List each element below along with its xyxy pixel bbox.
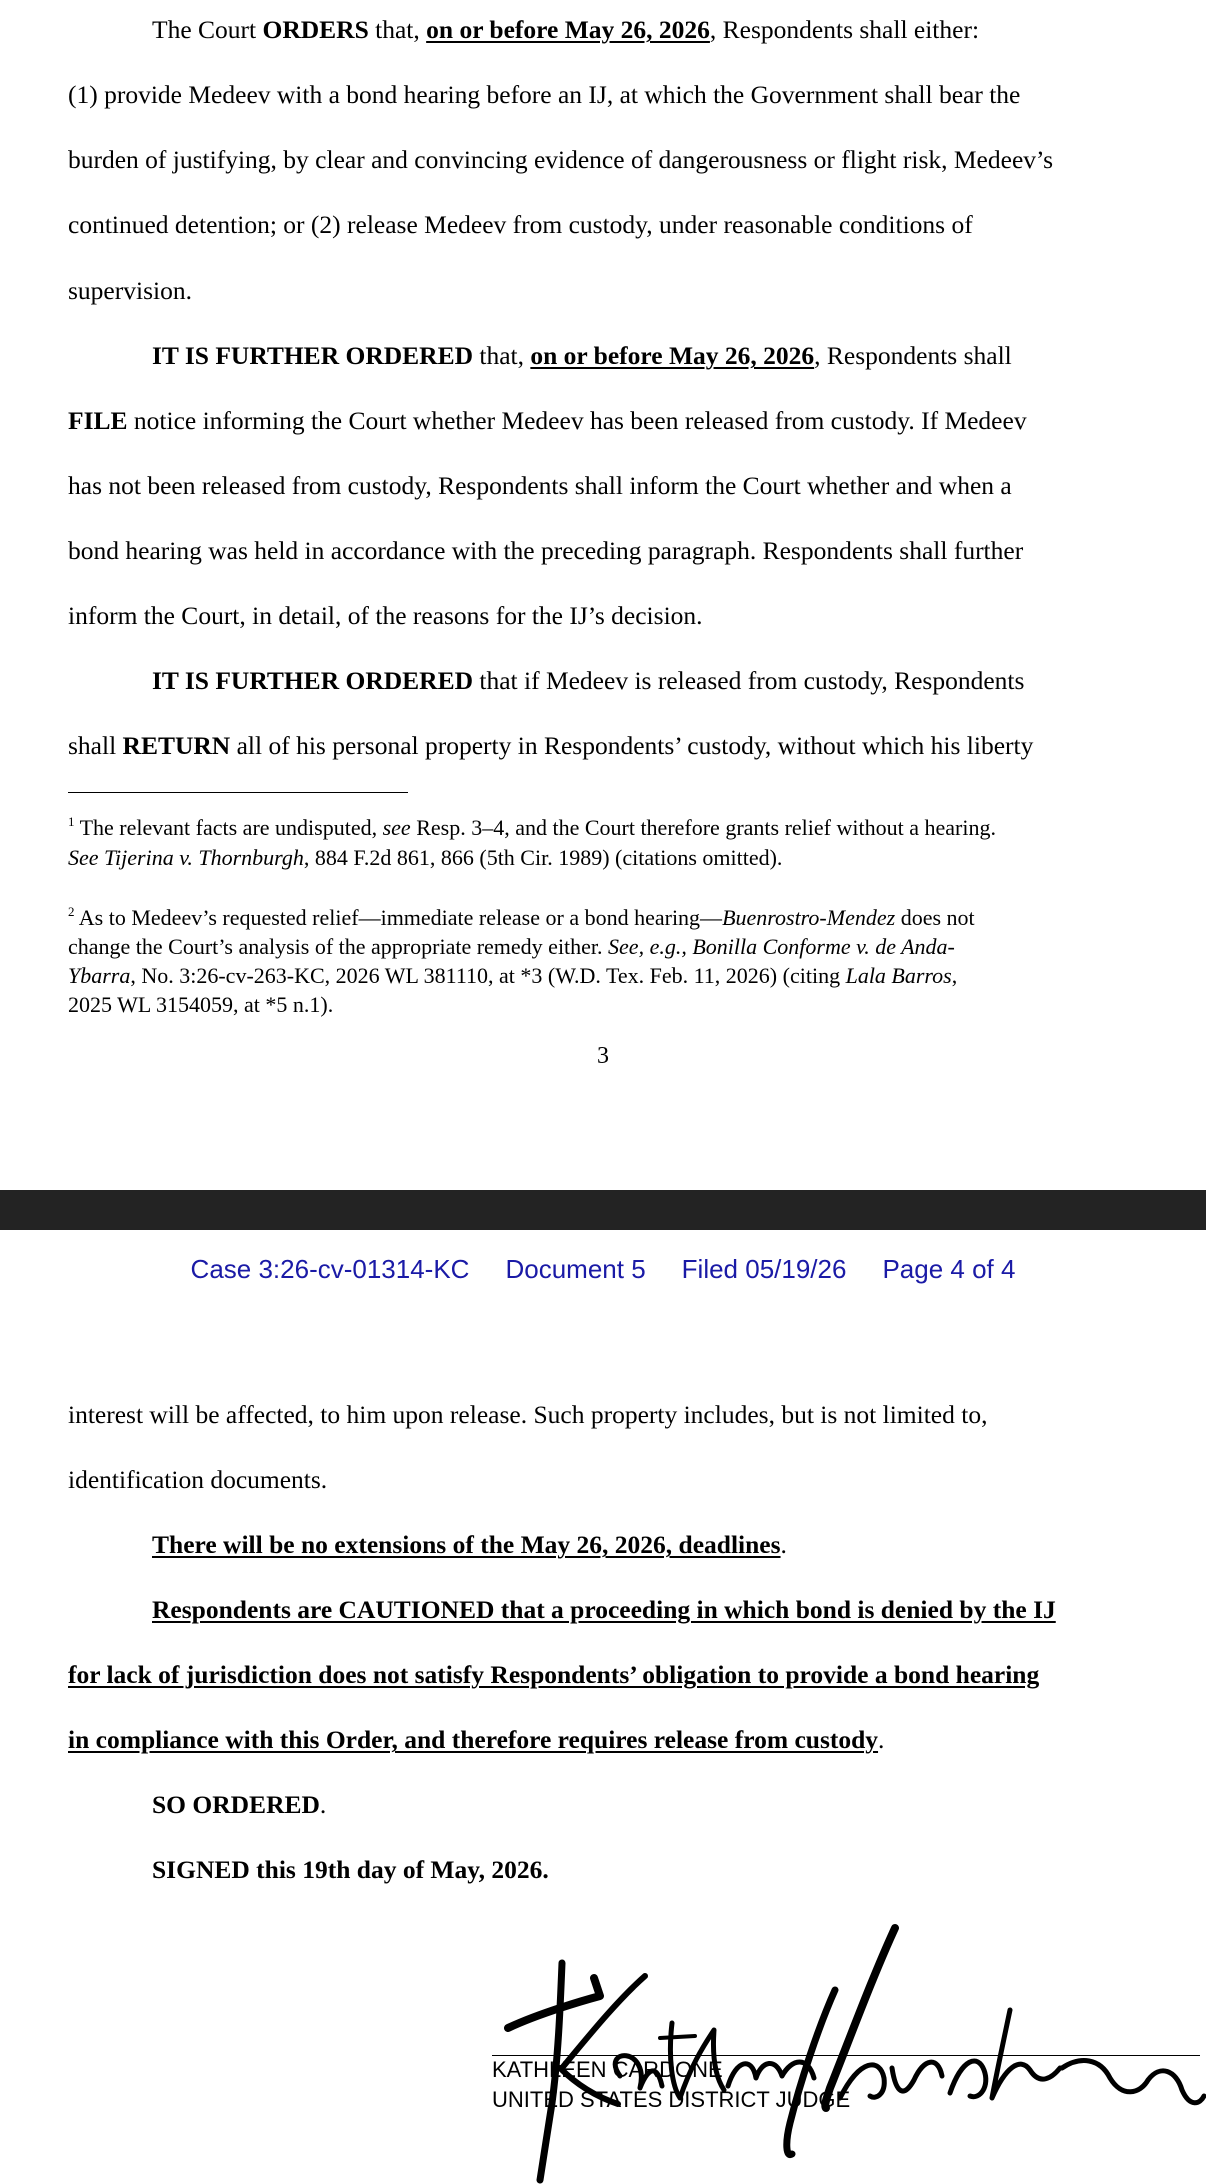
order-line-3: burden of justifying, by clear and convincing evidence of dangerousness or flight risk, Medeev’s bbox=[68, 145, 1054, 174]
signed-date: SIGNED this 19th day of May, 2026. bbox=[152, 1855, 549, 1884]
further-order-1-line-2: FILE notice informing the Court whether Medeev has been released from custody. If Medeev bbox=[68, 406, 1027, 435]
footnote-2-line-2: change the Court’s analysis of the appropriate remedy either. See, e.g., Bonilla Conforme v. de Anda- bbox=[68, 934, 955, 959]
caution-line-2: for lack of jurisdiction does not satisfy Respondents’ obligation to provide a bond hearing bbox=[68, 1660, 1040, 1689]
further-order-1-line-4: bond hearing was held in accordance with the preceding paragraph. Respondents shall further bbox=[68, 536, 1024, 565]
filed-date: Filed 05/19/26 bbox=[681, 1254, 847, 1284]
further-order-1-line-5: inform the Court, in detail, of the reasons for the IJ’s decision. bbox=[68, 601, 703, 630]
order-line-5: supervision. bbox=[68, 276, 192, 305]
further-order-1-line-1: IT IS FURTHER ORDERED that, on or before May 26, 2026, Respondents shall bbox=[152, 341, 1012, 370]
footnote-2-line-4: 2025 WL 3154059, at *5 n.1). bbox=[68, 992, 334, 1017]
footnote-separator bbox=[68, 792, 408, 793]
order-line-4: continued detention; or (2) release Medeev from custody, under reasonable conditions of bbox=[68, 210, 973, 239]
so-ordered: SO ORDERED. bbox=[152, 1790, 327, 1819]
page-number: 3 bbox=[597, 1043, 609, 1069]
case-number: Case 3:26-cv-01314-KC bbox=[190, 1254, 470, 1284]
document-number: Document 5 bbox=[505, 1254, 646, 1284]
footnote-1-line-2: See Tijerina v. Thornburgh, 884 F.2d 861, 866 (5th Cir. 1989) (citations omitted). bbox=[68, 845, 783, 870]
further-order-1-line-3: has not been released from custody, Respondents shall inform the Court whether and when a bbox=[68, 471, 1012, 500]
case-header bbox=[0, 1254, 1206, 1284]
order-line-1: The Court ORDERS that, on or before May 26, 2026, Respondents shall either: bbox=[152, 15, 980, 44]
judge-title: UNITED STATES DISTRICT JUDGE bbox=[492, 2087, 851, 2112]
caution-line-3: in compliance with this Order, and therefore requires release from custody. bbox=[68, 1725, 885, 1754]
caution-line-1: Respondents are CAUTIONED that a proceeding in which bond is denied by the IJ bbox=[152, 1595, 1056, 1624]
continued-line-2: identification documents. bbox=[68, 1465, 328, 1494]
further-order-2-line-2: shall RETURN all of his personal property in Respondents’ custody, without which his liberty bbox=[68, 731, 1034, 760]
page-count: Page 4 of 4 bbox=[882, 1254, 1016, 1284]
no-extensions-line: There will be no extensions of the May 26, 2026, deadlines. bbox=[152, 1530, 787, 1559]
continued-line-1: interest will be affected, to him upon release. Such property includes, but is not limited to, bbox=[68, 1400, 988, 1429]
footnote-1-line-1: $^1$ The relevant facts are undisputed, see Resp. 3–4, and the Court therefore grants relief without a hearing. bbox=[68, 814, 996, 840]
judge-name: KATHLEEN CARDONE bbox=[492, 2057, 723, 2082]
order-line-2: (1) provide Medeev with a bond hearing before an IJ, at which the Government shall bear the bbox=[68, 80, 1021, 109]
footnote-2-line-1: $^2$ As to Medeev’s requested relief—immediate release or a bond hearing—Buenrostro-Mendez does not bbox=[68, 904, 975, 930]
handwritten-signature bbox=[500, 1918, 1206, 2184]
page-divider bbox=[0, 1190, 1206, 1230]
further-order-2-line-1: IT IS FURTHER ORDERED that if Medeev is released from custody, Respondents bbox=[152, 666, 1025, 695]
footnote-2-line-3: Ybarra, No. 3:26-cv-263-KC, 2026 WL 381110, at *3 (W.D. Tex. Feb. 11, 2026) (citing Lala Barros, bbox=[68, 963, 958, 988]
